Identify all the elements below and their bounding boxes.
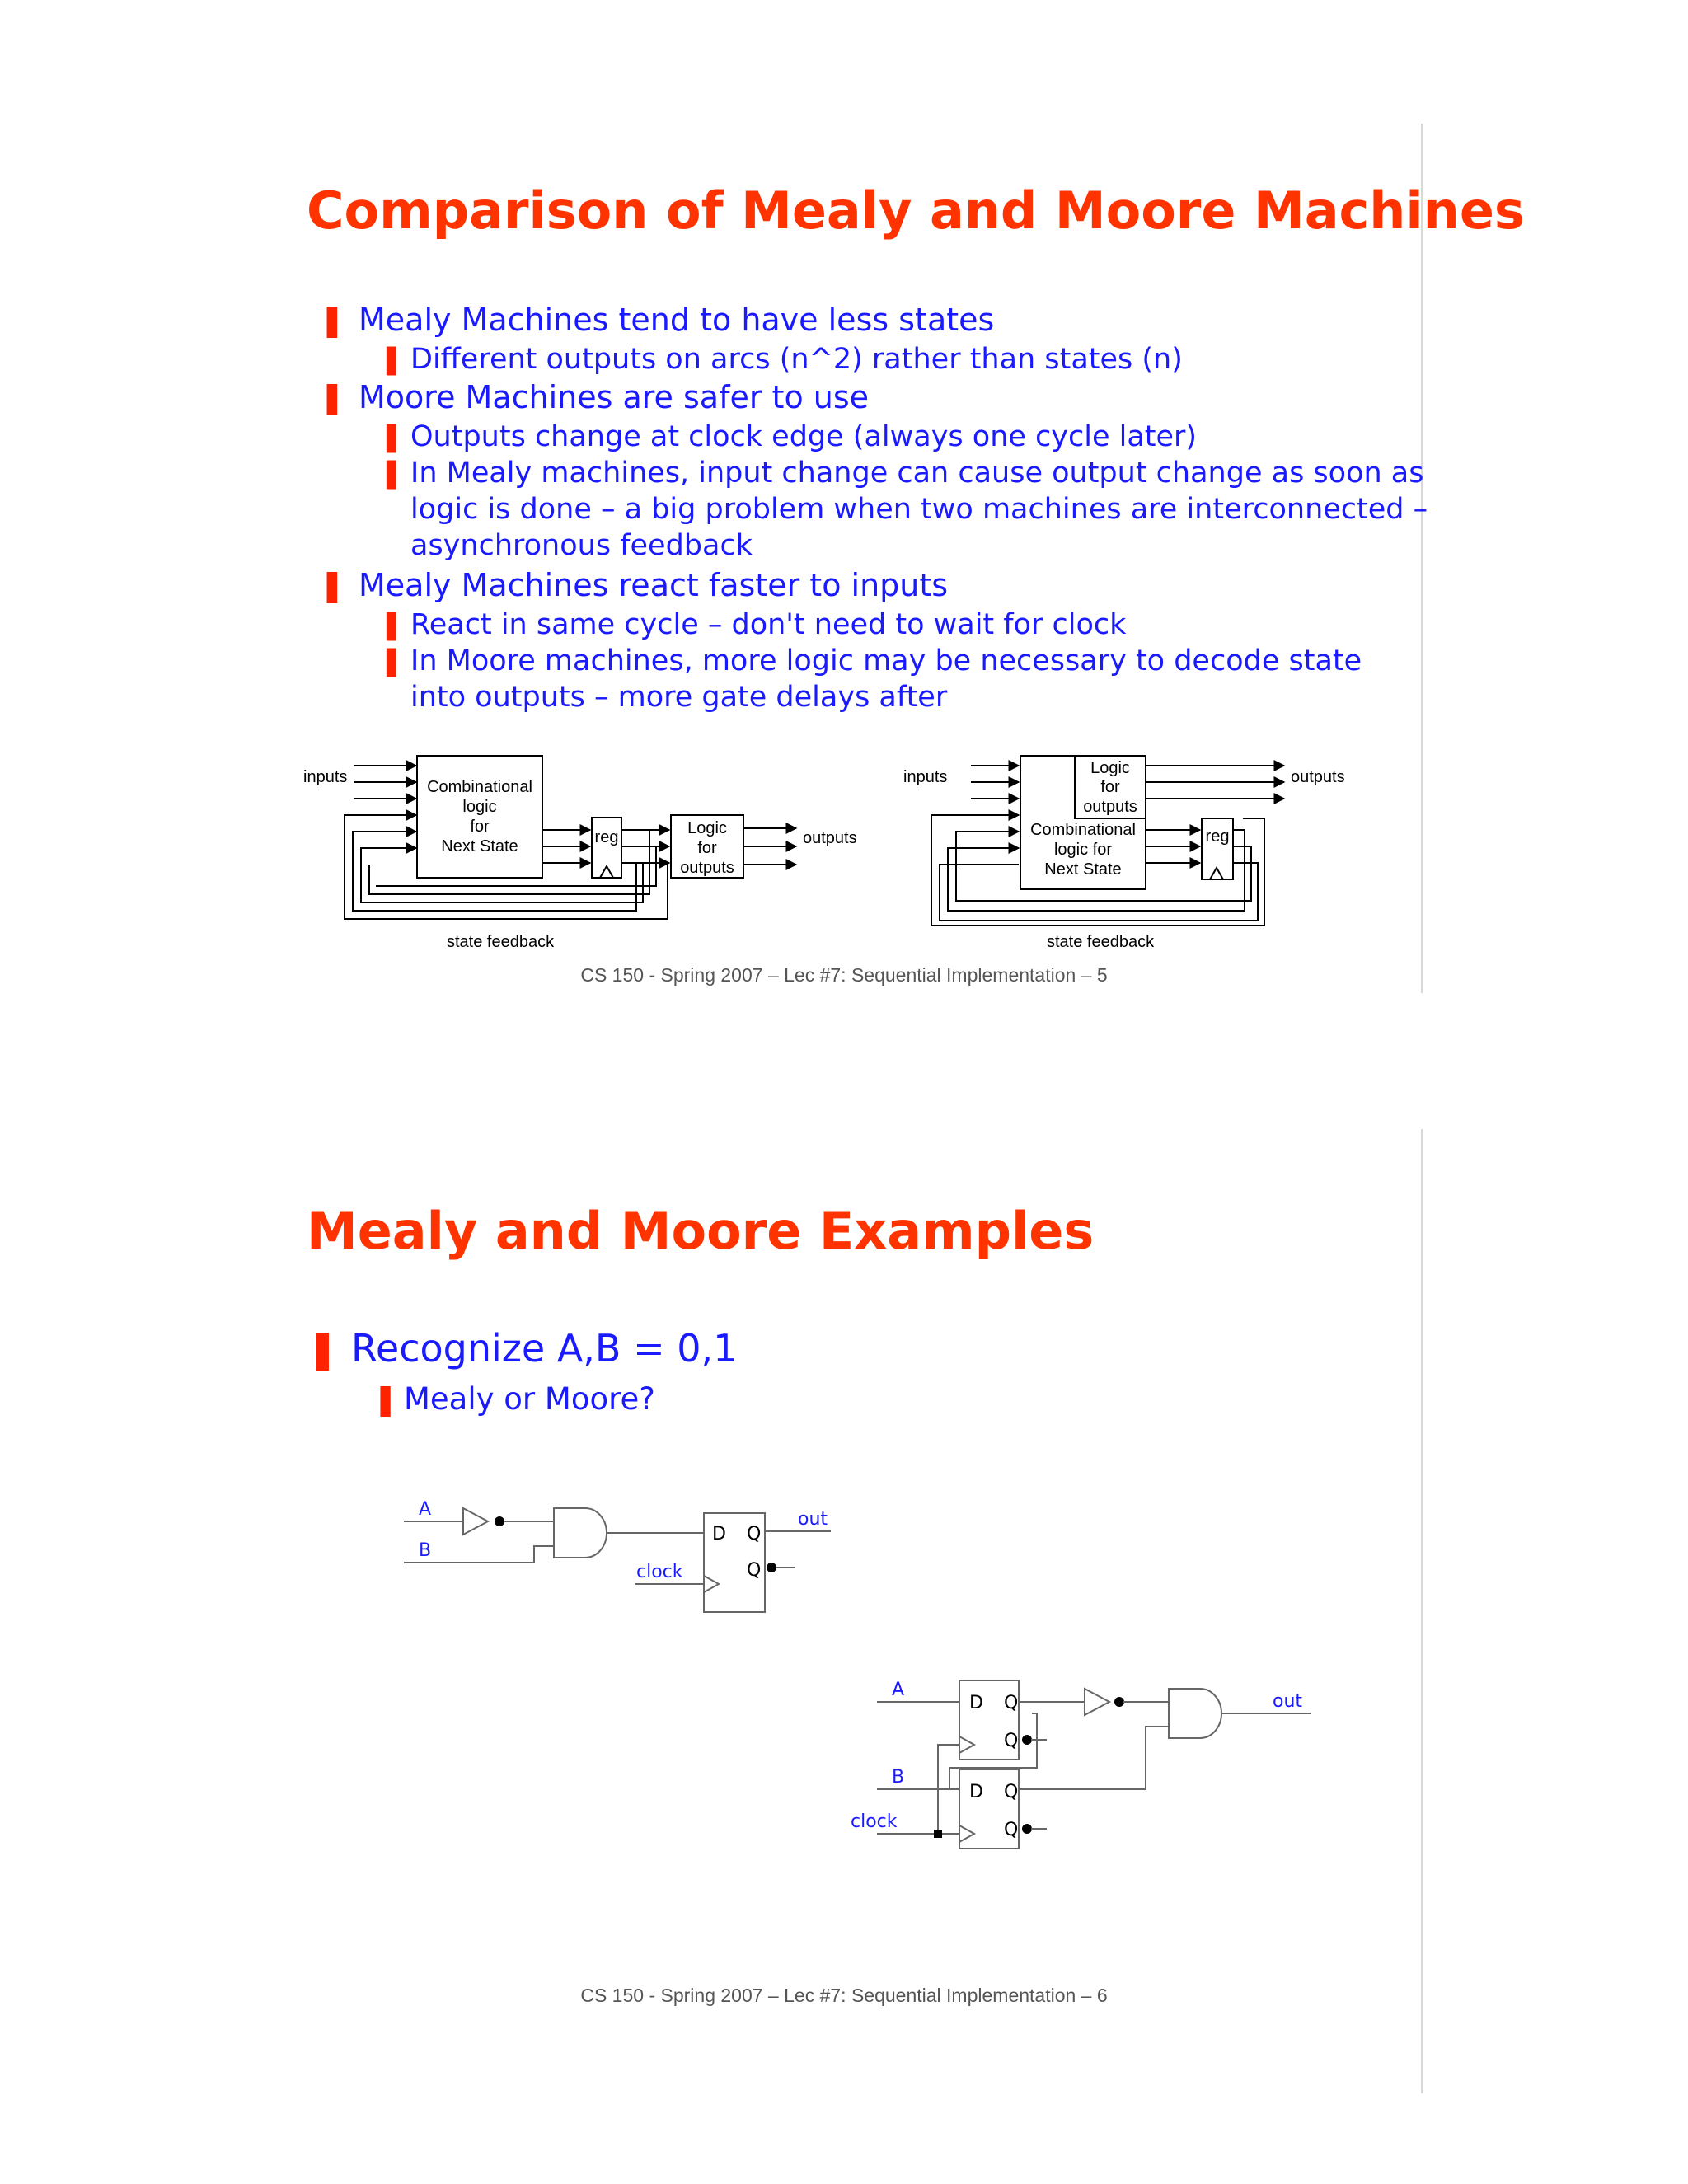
c2-label-q-bottom: Q	[1004, 1782, 1019, 1802]
c1-label-qbar: Q	[747, 1560, 762, 1581]
c2-label-out: out	[1273, 1691, 1303, 1712]
bullet-marker: ❚	[373, 1381, 399, 1417]
output-logic-label-2: for	[697, 839, 717, 857]
bullet-mealy-or-moore: ❚ Mealy or Moore?	[373, 1381, 655, 1417]
moore-outputs-label: outputs	[1291, 768, 1345, 786]
mealy-reg-label: reg	[594, 828, 619, 846]
circuit-1-mealy	[396, 1483, 857, 1648]
moore-state-feedback-label: state feedback	[1047, 933, 1155, 951]
mealy-block-diagram	[297, 746, 874, 960]
output-logic-label-3: outputs	[680, 859, 734, 877]
bullet-mealy-faster: ❚ Mealy Machines react faster to inputs	[319, 567, 949, 603]
c1-label-clock: clock	[636, 1562, 683, 1582]
next-state-logic-block	[417, 756, 542, 878]
c2-label-q-top: Q	[1004, 1693, 1019, 1713]
c2-label-qbar-top: Q	[1004, 1731, 1019, 1751]
bullet-continuation: asynchronous feedback	[410, 529, 753, 562]
comb-logic-label-2: logic	[462, 798, 497, 816]
moore-inputs-label: inputs	[903, 768, 948, 786]
mealy-state-feedback-label: state feedback	[447, 933, 555, 951]
comb-logic-label-1: Combinational	[427, 778, 532, 796]
slide-title: Mealy and Moore Examples	[307, 1201, 1095, 1261]
bullet-marker: ❚	[379, 420, 404, 453]
bullet-marker: ❚	[379, 457, 404, 490]
bullet-mealy-input-change: ❚ In Mealy machines, input change can cause output change as soon as	[379, 457, 1424, 490]
moore-output-logic-label-1: Logic	[1090, 759, 1130, 777]
c1-label-d: D	[712, 1524, 726, 1544]
moore-comb-logic-label-3: Next State	[1044, 860, 1122, 879]
bullet-outputs-on-arcs: ❚ Different outputs on arcs (n^2) rather than states (n)	[379, 343, 1183, 376]
comb-logic-label-4: Next State	[441, 837, 518, 855]
c2-label-b: B	[892, 1767, 905, 1788]
c1-label-q: Q	[747, 1524, 762, 1544]
c2-label-qbar-bottom: Q	[1004, 1820, 1019, 1840]
slide-title: Comparison of Mealy and Moore Machines	[307, 180, 1525, 241]
moore-comb-logic-label-1: Combinational	[1030, 821, 1136, 839]
and-gate-icon	[554, 1508, 607, 1558]
slide-edge-line	[1421, 124, 1423, 993]
c2-label-d-bottom: D	[969, 1782, 983, 1802]
moore-output-logic-label-2: for	[1100, 778, 1120, 796]
bullet-marker: ❚	[379, 644, 404, 677]
output-logic-label-1: Logic	[687, 819, 727, 837]
slide-footer: CS 150 - Spring 2007 – Lec #7: Sequential Implementation – 6	[580, 1985, 1108, 2006]
bullet-recognize: ❚ Recognize A,B = 0,1	[307, 1326, 738, 1371]
bullet-moore-safer: ❚ Moore Machines are safer to use	[319, 379, 870, 415]
moore-reg-label: reg	[1205, 827, 1230, 846]
mealy-reg-block	[592, 818, 621, 878]
mealy-inputs-label: inputs	[303, 768, 348, 786]
bullet-continuation: into outputs – more gate delays after	[410, 681, 948, 714]
inverter-icon	[1085, 1689, 1109, 1715]
c1-label-out: out	[798, 1509, 828, 1530]
slide-5	[0, 0, 1688, 1038]
bullet-continuation: logic is done – a big problem when two machines are interconnected –	[410, 493, 1428, 526]
comb-logic-label-3: for	[470, 818, 490, 836]
c1-label-b: B	[419, 1540, 432, 1561]
c2-label-d-top: D	[969, 1693, 983, 1713]
moore-comb-logic-label-2: logic for	[1053, 841, 1113, 859]
circuit-2-moore	[841, 1661, 1418, 1916]
c1-label-a: A	[419, 1499, 432, 1520]
bullet-marker: ❚	[319, 379, 345, 415]
bullet-marker: ❚	[307, 1326, 339, 1371]
bullet-moore-more-logic: ❚ In Moore machines, more logic may be necessary to decode state	[379, 644, 1362, 677]
bullet-marker: ❚	[379, 608, 404, 641]
bullet-same-cycle: ❚ React in same cycle – don't need to wait for clock	[379, 608, 1127, 641]
and-gate-icon	[1169, 1689, 1221, 1738]
c2-label-a: A	[892, 1680, 905, 1700]
bullet-marker: ❚	[319, 302, 345, 338]
slide-footer: CS 150 - Spring 2007 – Lec #7: Sequential Implementation – 5	[580, 964, 1108, 986]
slide-edge-line	[1421, 1129, 1423, 2093]
moore-output-logic-label-3: outputs	[1083, 798, 1137, 816]
inverter-icon	[463, 1508, 488, 1535]
bullet-clock-edge: ❚ Outputs change at clock edge (always one cycle later)	[379, 420, 1198, 453]
mealy-outputs-label: outputs	[803, 829, 857, 847]
c2-label-clock: clock	[851, 1811, 898, 1832]
moore-block-diagram	[898, 746, 1393, 960]
slide-6	[0, 1038, 1688, 2184]
bullet-marker: ❚	[379, 343, 404, 376]
bullet-marker: ❚	[319, 567, 345, 603]
bullet-mealy-fewer-states: ❚ Mealy Machines tend to have less states	[319, 302, 995, 338]
